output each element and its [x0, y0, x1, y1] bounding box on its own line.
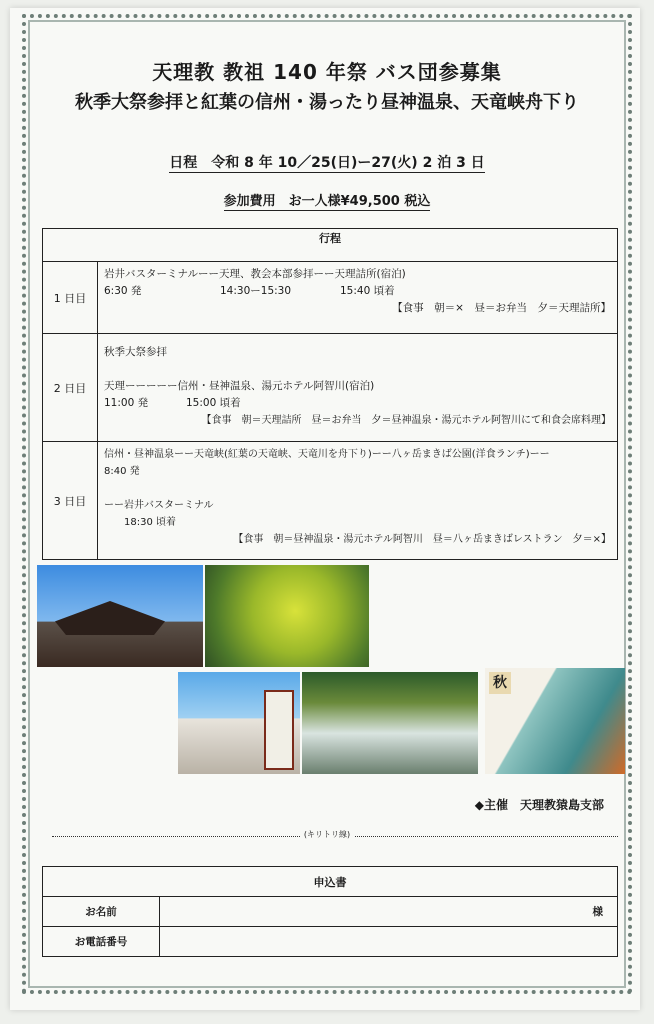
day2-times [104, 395, 611, 412]
autumn-badge: 秋 [489, 672, 511, 694]
day2-label: 2 日目 [43, 334, 98, 442]
day2-meals: 【食事 朝＝天理詰所 昼＝お弁当 夕＝昼神温泉・湯元ホテル阿智川にて和食会席料理】 [201, 415, 611, 426]
ginkgo-tree-photo [205, 565, 369, 667]
itinerary-header: 行程 [43, 229, 618, 262]
day3-arrive: 18:30 頃着 [104, 517, 176, 528]
phone-row [43, 927, 618, 957]
day3-spacer [104, 480, 611, 497]
hotel-sign-shape [264, 690, 294, 770]
schedule-text: 日程 令和 8 年 10／25(日)ー27(火) 2 泊 3 日 [169, 155, 485, 171]
itinerary-header-row [43, 229, 618, 262]
day2-body [98, 334, 618, 442]
day3-return-route: ーー岩井バスターミナル [104, 500, 214, 511]
application-form [42, 866, 618, 957]
application-header-row [43, 867, 618, 897]
day2-route: 天理ーーーーー信州・昼神温泉、湯元ホテル阿智川(宿泊) [104, 380, 375, 392]
day2-spacer [104, 361, 611, 378]
day1-times [104, 283, 611, 300]
name-row [43, 897, 618, 927]
phone-field[interactable] [160, 927, 618, 957]
hirugami-onsen-photo [302, 672, 478, 774]
day3-depart: 8:40 発 [104, 466, 140, 477]
day2-event: 秋季大祭参拝 [104, 346, 167, 358]
day3-meals: 【食事 朝＝昼神温泉・湯元ホテル阿智川 昼＝八ヶ岳まきばレストラン 夕＝×】 [233, 534, 611, 545]
fee-line [0, 190, 654, 209]
day3-row [43, 442, 618, 560]
name-suffix: 様 [592, 906, 603, 918]
subtitle: 秋季大祭参拝と紅葉の信州・湯ったり昼神温泉、天竜峡舟下り [75, 92, 579, 113]
itinerary-table [42, 228, 618, 560]
day1-visit-time: 14:30ー15:30 [220, 285, 292, 297]
day3-route: 信州・昼神温泉ーー天竜峡(紅葉の天竜峡、天竜川を舟下り)ーー八ヶ岳まきば公園(洋食ランチ)ーー [104, 449, 550, 460]
day3-body [98, 442, 618, 560]
day1-depart: 6:30 発 [104, 285, 142, 297]
day2-row [43, 334, 618, 442]
cut-label-wrap [0, 829, 654, 840]
phone-label: お電話番号 [43, 927, 160, 957]
name-label: お名前 [43, 897, 160, 927]
fee-text: 参加費用 お一人様¥49,500 税込 [223, 194, 431, 209]
temple-roof-shape [55, 601, 165, 635]
day1-meals: 【食事 朝＝× 昼＝お弁当 夕＝天理詰所】 [392, 302, 611, 314]
organizer-text: ◆主催 天理教猿島支部 [474, 798, 604, 812]
name-field[interactable] [160, 897, 618, 927]
application-header: 申込書 [43, 867, 618, 897]
cut-label: (キリトリ線) [300, 830, 354, 839]
day2-arrive: 15:00 頃着 [186, 397, 241, 409]
main-title: 天理教 教祖 140 年祭 バス団参募集 [152, 60, 502, 84]
day1-arrive: 15:40 頃着 [340, 285, 395, 297]
day1-label: 1 日目 [43, 262, 98, 334]
schedule-line [0, 152, 654, 172]
day3-label: 3 日目 [43, 442, 98, 560]
tenryukyo-boat-photo [485, 668, 625, 774]
day2-depart: 11:00 発 [104, 397, 149, 409]
day1-route: 岩井バスターミナルーー天理、教会本部参拝ーー天理詰所(宿泊) [104, 268, 406, 280]
day1-body [98, 262, 618, 334]
tenri-temple-photo [37, 565, 203, 667]
hotel-achigawa-photo [178, 672, 300, 774]
day1-row [43, 262, 618, 334]
